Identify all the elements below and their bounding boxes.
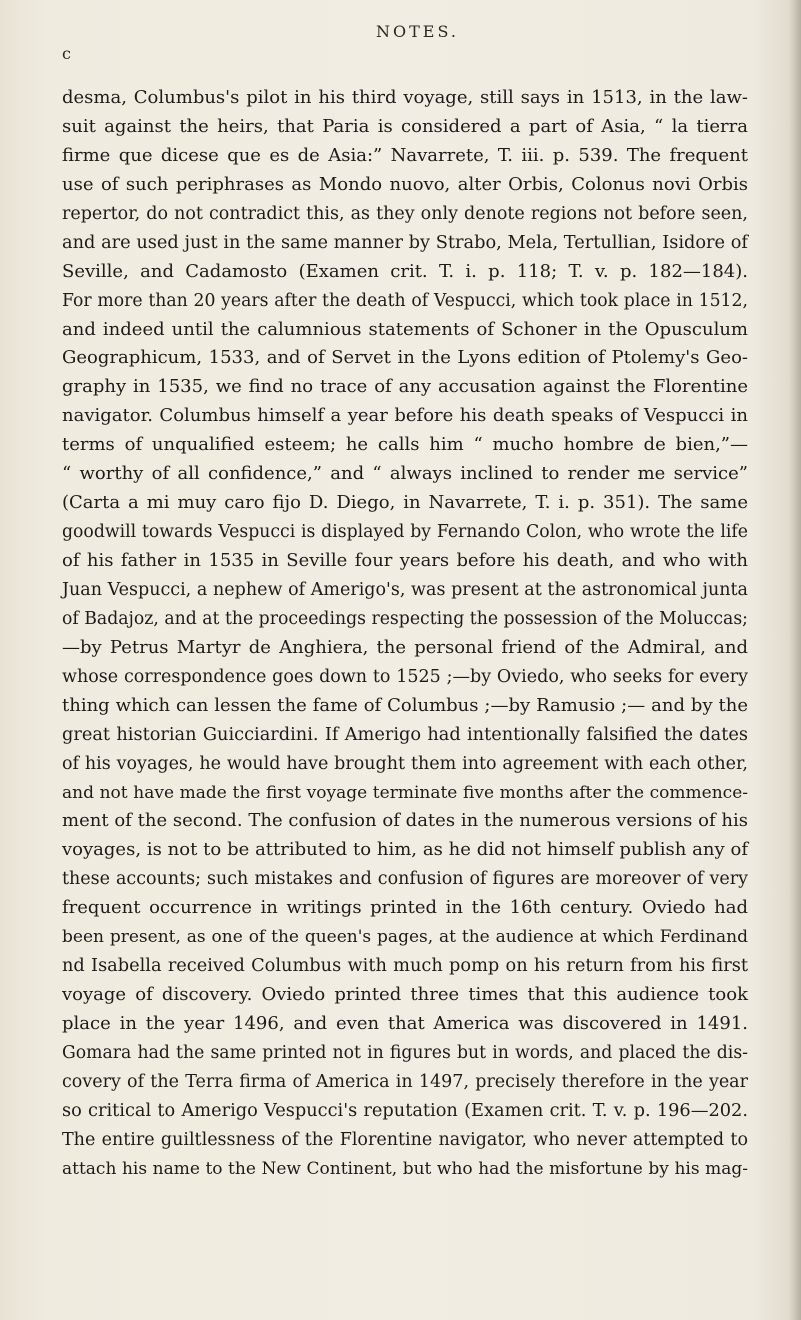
text-line: frequent occurrence in writings printed in the 16th century. Oviedo had bbox=[62, 897, 748, 919]
text-line: The entire guiltlessness of the Florentine navigator, who never attempted to bbox=[62, 1129, 748, 1150]
text-line: Seville, and Cadamosto (Examen crit. T. i. p. 118; T. v. p. 182—184). bbox=[62, 260, 748, 282]
text-line: desma, Columbus's pilot in his third voyage, still says in 1513, in the law- bbox=[62, 87, 748, 108]
text-line: firme que dicese que es de Asia:” Navarrete, T. iii. p. 539. The frequent bbox=[62, 144, 748, 166]
text-line: of his voyages, he would have brought them into agreement with each other, bbox=[62, 753, 748, 774]
text-line: navigator. Columbus himself a year before his death speaks of Vespucci in bbox=[62, 405, 748, 427]
text-line: attach his name to the New Continent, but who had the misfortune by his mag- bbox=[62, 1158, 748, 1179]
text-line: Geographicum, 1533, and of Servet in the Lyons edition of Ptolemy's Geo- bbox=[62, 347, 748, 369]
text-line: great historian Guicciardini. If Amerigo had intentionally falsified the dates bbox=[62, 724, 748, 745]
text-line: Gomara had the same printed not in figures but in words, and placed the dis- bbox=[62, 1042, 748, 1063]
text-line: voyages, is not to be attributed to him, as he did not himself publish any of bbox=[62, 839, 748, 861]
text-line: of Badajoz, and at the proceedings respecting the possession of the Moluccas; bbox=[62, 608, 748, 629]
text-line: of his father in 1535 in Seville four years before his death, and who with bbox=[62, 550, 748, 571]
signature-mark: c bbox=[62, 44, 71, 63]
running-head: NOTES. bbox=[376, 22, 459, 41]
text-line: and are used just in the same manner by Strabo, Mela, Tertullian, Isidore of bbox=[62, 232, 748, 253]
notes-body-text bbox=[62, 84, 748, 1184]
text-line: ment of the second. The confusion of dates in the numerous versions of his bbox=[62, 810, 748, 832]
text-line: use of such periphrases as Mondo nuovo, alter Orbis, Colonus novi Orbis bbox=[62, 173, 748, 195]
text-line: repertor, do not contradict this, as they only denote regions not before seen, bbox=[62, 203, 748, 224]
text-line: been present, as one of the queen's pages, at the audience at which Ferdinand bbox=[62, 927, 748, 948]
text-line: terms of unqualified esteem; he calls him “ mucho hombre de bien,”— bbox=[62, 434, 748, 456]
text-line: and not have made the first voyage terminate five months after the commence- bbox=[62, 782, 748, 803]
text-line: suit against the heirs, that Paria is considered a part of Asia, “ la tierra bbox=[62, 115, 748, 137]
text-line: place in the year 1496, and even that America was discovered in 1491. bbox=[62, 1013, 748, 1034]
text-line: graphy in 1535, we find no trace of any accusation against the Florentine bbox=[62, 376, 748, 398]
text-line: whose correspondence goes down to 1525 ;—by Oviedo, who seeks for every bbox=[62, 666, 748, 687]
text-line: voyage of discovery. Oviedo printed three times that this audience took bbox=[62, 984, 748, 1006]
text-line: (Carta a mi muy caro fijo D. Diego, in Navarrete, T. i. p. 351). The same bbox=[62, 492, 748, 514]
text-line: nd Isabella received Columbus with much pomp on his return from his first bbox=[62, 956, 748, 977]
text-line: covery of the Terra firma of America in 1497, precisely therefore in the year bbox=[62, 1071, 748, 1092]
text-line: “ worthy of all confidence,” and “ always inclined to render me service” bbox=[62, 463, 748, 485]
page-header bbox=[0, 22, 801, 63]
text-line: thing which can lessen the fame of Columbus ;—by Ramusio ;— and by the bbox=[62, 694, 748, 716]
text-line: goodwill towards Vespucci is displayed by Fernando Colon, who wrote the life bbox=[62, 522, 748, 543]
text-line: For more than 20 years after the death of Vespucci, which took place in 1512, bbox=[62, 290, 748, 311]
text-line: Juan Vespucci, a nephew of Amerigo's, was present at the astronomical junta bbox=[62, 579, 748, 600]
text-line: so critical to Amerigo Vespucci's reputation (Examen crit. T. v. p. 196—202. bbox=[62, 1100, 748, 1121]
text-line: and indeed until the calumnious statements of Schoner in the Opusculum bbox=[62, 318, 748, 340]
text-line: —by Petrus Martyr de Anghiera, the personal friend of the Admiral, and bbox=[62, 636, 748, 658]
text-line: these accounts; such mistakes and confusion of figures are moreover of very bbox=[62, 869, 748, 890]
page-edge-shadow bbox=[789, 0, 801, 1320]
